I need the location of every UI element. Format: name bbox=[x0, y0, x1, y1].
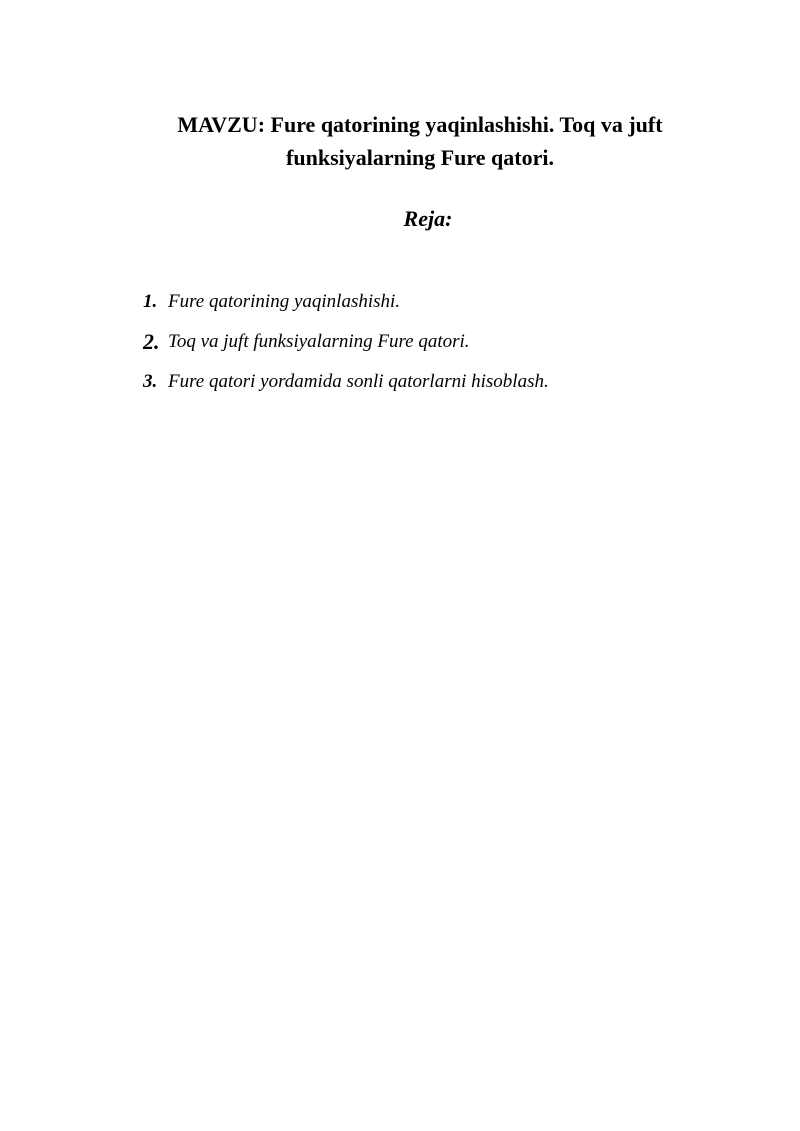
plan-item-number: 2. bbox=[143, 329, 160, 354]
document-title bbox=[120, 108, 720, 174]
title-line-2: funksiyalarning Fure qatori. bbox=[286, 145, 554, 170]
plan-item-number: 1. bbox=[143, 291, 158, 312]
plan-item-text: Toq va juft funksiyalarning Fure qatori. bbox=[168, 331, 470, 352]
plan-item-number: 3. bbox=[143, 371, 158, 392]
plan-item-text: Fure qatori yordamida sonli qatorlarni hisoblash. bbox=[168, 371, 549, 392]
plan-list bbox=[143, 282, 549, 402]
plan-heading: Reja: bbox=[403, 206, 453, 231]
plan-item-2 bbox=[143, 322, 549, 362]
plan-item-text: Fure qatorining yaqinlashishi. bbox=[168, 291, 401, 312]
title-line-1: MAVZU: Fure qatorining yaqinlashishi. Toq va juft bbox=[177, 112, 663, 137]
plan-item-1 bbox=[143, 282, 549, 322]
plan-item-3 bbox=[143, 362, 549, 402]
